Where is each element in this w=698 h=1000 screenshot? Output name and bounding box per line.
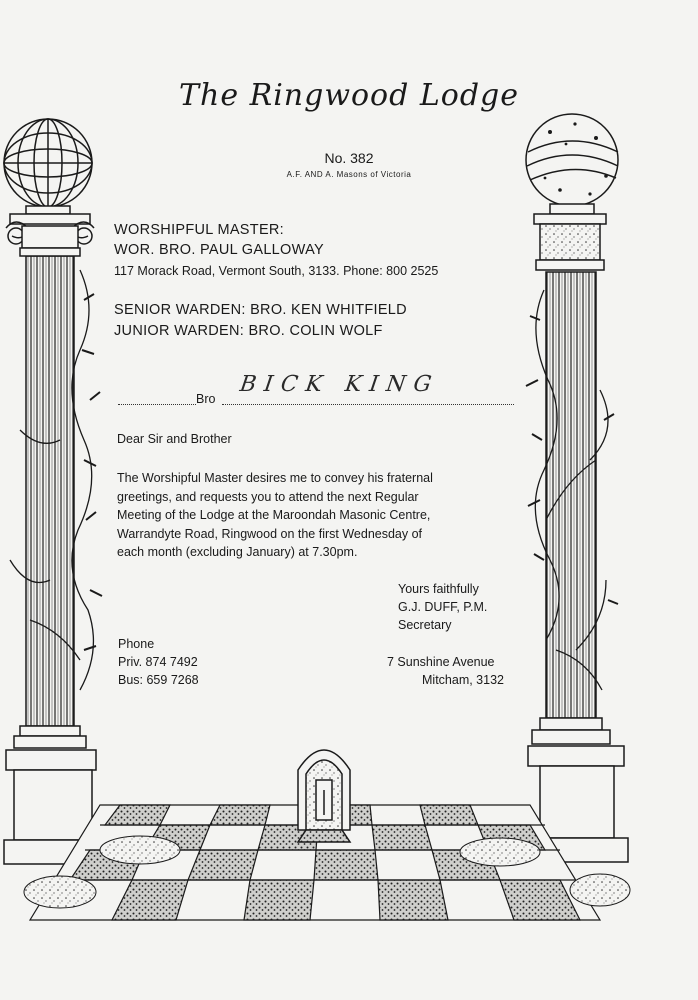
- body-line: The Worshipful Master desires me to convey his fraternal: [117, 471, 433, 485]
- lodge-title: The Ringwood Lodge: [178, 78, 520, 113]
- signer-name: G.J. DUFF, P.M.: [398, 600, 488, 614]
- master-name: WOR. BRO. PAUL GALLOWAY: [114, 242, 324, 258]
- body-line: Meeting of the Lodge at the Maroondah Masonic Centre,: [117, 508, 431, 522]
- body-line: Warrandyte Road, Ringwood on the first Wednesday of: [117, 526, 423, 541]
- master-heading: WORSHIPFUL MASTER:: [114, 222, 285, 238]
- closing: Yours faithfully: [398, 582, 479, 596]
- right-pillar: [526, 114, 628, 862]
- phone-label: Phone: [118, 637, 155, 651]
- body-line: each month (excluding January) at 7.30pm.: [117, 545, 358, 559]
- bro-prefix: Bro: [196, 392, 216, 406]
- salutation: Dear Sir and Brother: [117, 432, 232, 446]
- junior-warden: JUNIOR WARDEN: BRO. COLIN WOLF: [114, 323, 383, 339]
- phone-private: Priv. 874 7492: [118, 655, 198, 669]
- lodge-number: No. 382: [324, 150, 374, 166]
- body-line: greetings, and requests you to attend the next Regular: [117, 489, 419, 504]
- lodge-subtitle: A.F. AND A. Masons of Victoria: [286, 170, 412, 179]
- dotted-line-right: [222, 404, 514, 405]
- archway: [298, 750, 350, 842]
- letter-body: [117, 469, 517, 562]
- secretary-street: 7 Sunshine Avenue: [387, 655, 495, 669]
- secretary-suburb: Mitcham, 3132: [422, 673, 504, 687]
- handwritten-name: BICK KING: [238, 372, 441, 397]
- phone-business: Bus: 659 7268: [118, 673, 199, 687]
- dotted-line-left: [118, 404, 196, 405]
- signer-title: Secretary: [398, 618, 452, 632]
- senior-warden: SENIOR WARDEN: BRO. KEN WHITFIELD: [114, 302, 407, 318]
- left-pillar: [4, 119, 102, 864]
- master-address: 117 Morack Road, Vermont South, 3133. Phone: 800 2525: [114, 264, 439, 278]
